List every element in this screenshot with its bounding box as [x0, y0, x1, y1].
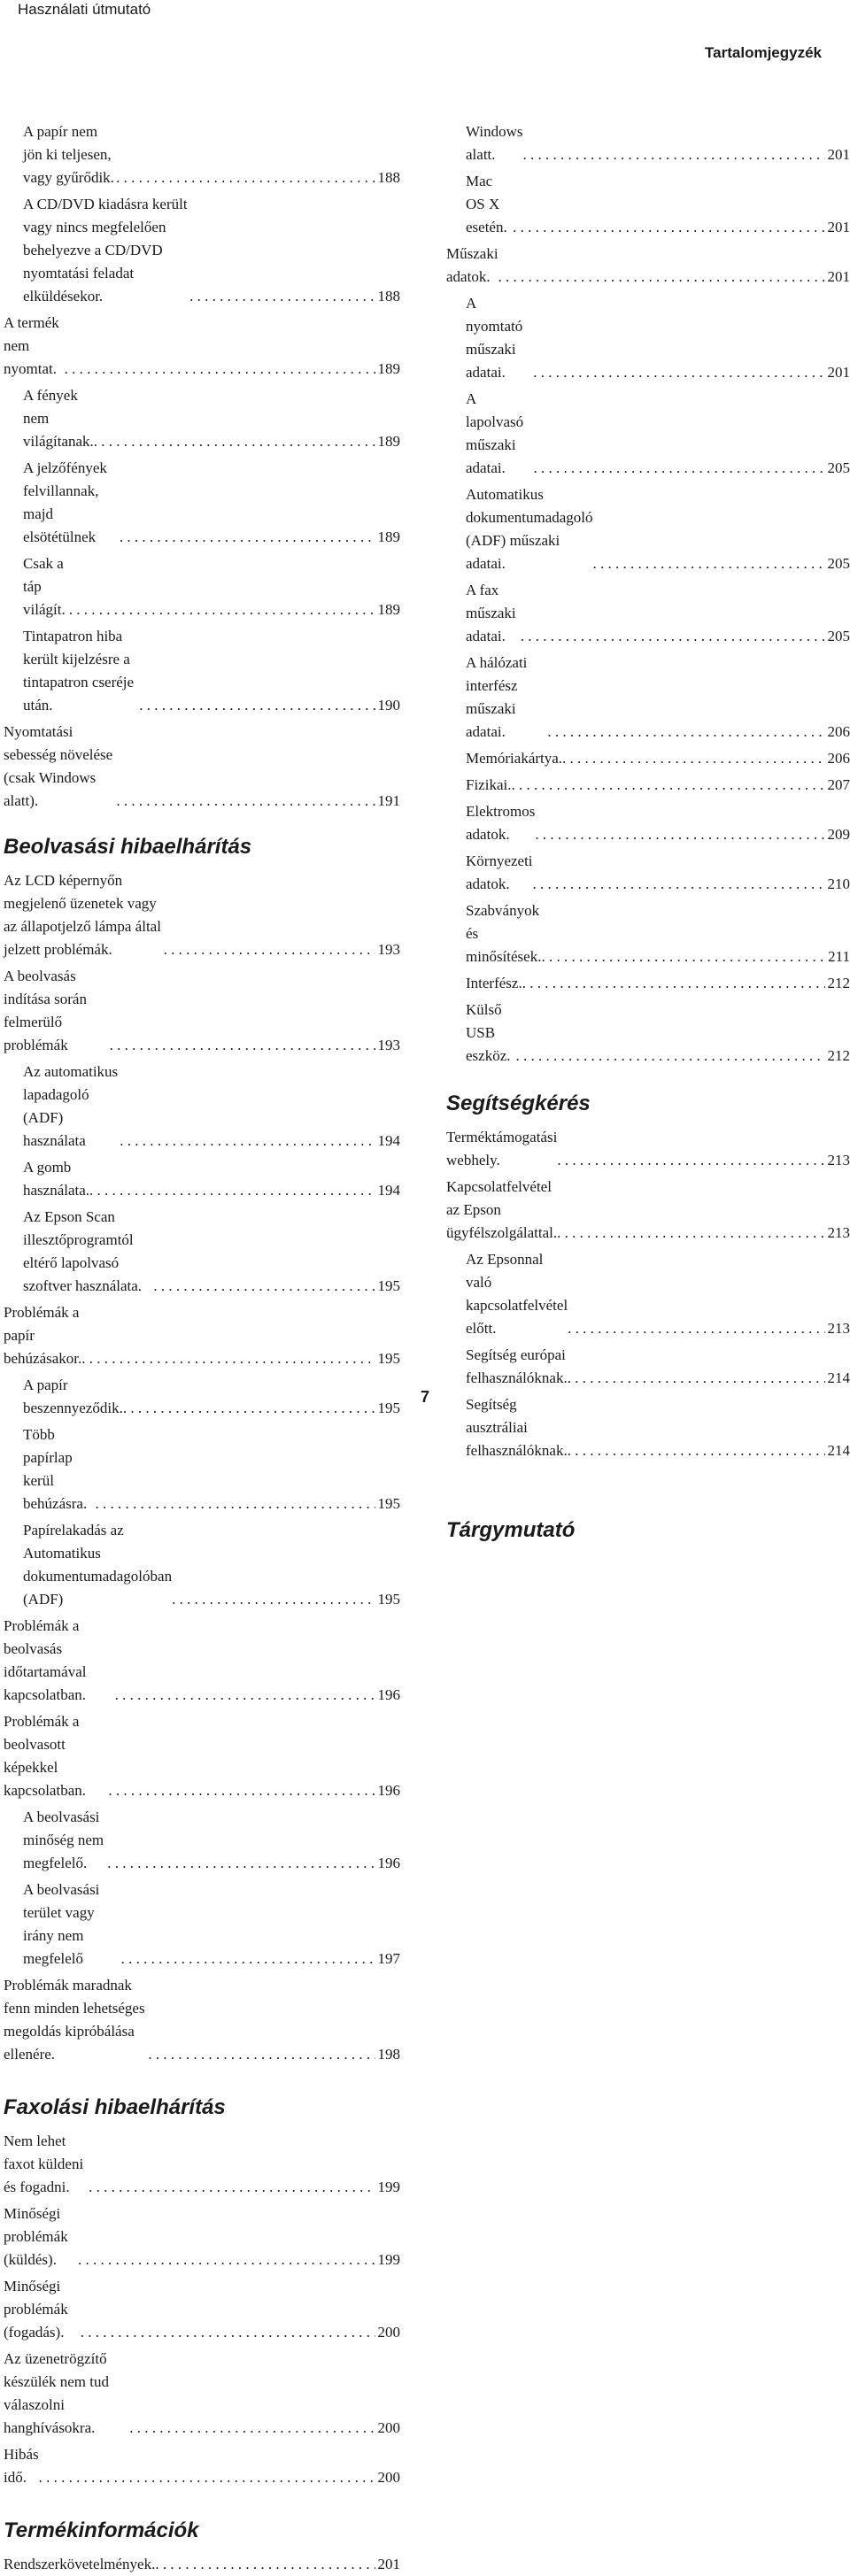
toc-entry-page: 191: [375, 790, 401, 813]
toc-group: [446, 1126, 850, 1462]
toc-entry[interactable]: [446, 1248, 850, 1340]
toc-entry-title: Problémák a papír behúzásakor.: [4, 1301, 81, 1370]
toc-entry-page: 196: [375, 1779, 401, 1802]
section-heading-product[interactable]: Termékinformációk: [4, 2518, 400, 2544]
toc-entry-page: 201: [825, 143, 850, 166]
dot-leader: [568, 1439, 825, 1462]
toc-entry-page: 189: [375, 526, 401, 549]
toc-entry-title: Interfész.: [466, 972, 522, 995]
section-title: Tartalomjegyzék: [705, 43, 822, 63]
toc-group: [4, 869, 400, 2066]
toc-entry-page: 212: [825, 1045, 850, 1068]
toc-entry-title: Kapcsolatfelvétel az Epson ügyfélszolgálattal.: [446, 1176, 557, 1245]
toc-entry-page: 201: [825, 266, 850, 289]
toc-entry-title: A beolvasási terület vagy irány nem megfelelő: [23, 1878, 121, 1971]
dot-leader: [164, 938, 375, 961]
toc-entry-title: Az Epson Scan illesztőprogramtól eltérő lapolvasó szoftver használata.: [23, 1206, 153, 1298]
page-number: 7: [0, 1388, 850, 1407]
toc-entry-title: Minőségi problémák (fogadás).: [4, 2275, 81, 2344]
toc-entry-page: 213: [825, 1317, 850, 1340]
toc-entry-title: Az LCD képernyőn megjelenő üzenetek vagy az állapotjelző lámpa által jelzett problémák.: [4, 869, 164, 961]
section-heading-fax[interactable]: Faxolási hibaelhárítás: [4, 2094, 400, 2121]
dot-leader: [121, 1947, 375, 1971]
toc-entry[interactable]: [446, 292, 850, 384]
toc-entry-page: 196: [375, 1852, 401, 1875]
toc-entry-page: 206: [825, 747, 850, 770]
toc-entry[interactable]: [446, 579, 850, 648]
toc-entry[interactable]: [4, 552, 400, 621]
toc-entry[interactable]: [446, 850, 850, 896]
toc-entry[interactable]: [446, 1126, 850, 1172]
toc-entry[interactable]: [446, 652, 850, 744]
toc-entry[interactable]: [4, 2202, 400, 2271]
toc-entry-title: A jelzőfények felvillannak, majd elsötétülnek: [23, 457, 120, 549]
toc-entry-title: Rendszerkövetelmények.: [4, 2553, 155, 2576]
toc-entry-title: Környezeti adatok.: [466, 850, 533, 896]
toc-entry-page: 196: [375, 1684, 401, 1707]
toc-entry[interactable]: [446, 170, 850, 239]
toc-entry-title: Csak a táp világít.: [23, 552, 69, 621]
toc-entry[interactable]: [4, 1615, 400, 1707]
section-heading-index[interactable]: Tárgymutató: [446, 1517, 850, 1544]
toc-entry-title: Tintapatron hiba került kijelzésre a tintapatron cseréje után.: [23, 625, 139, 717]
dot-leader: [535, 823, 824, 846]
toc-entry[interactable]: [4, 1710, 400, 1802]
toc-entry-page: 189: [375, 598, 401, 621]
dot-leader: [115, 1684, 375, 1707]
toc-entry-page: 195: [375, 1275, 401, 1298]
toc-entry-page: 211: [825, 945, 850, 968]
toc-entry[interactable]: [446, 999, 850, 1068]
toc-entry-page: 200: [375, 2321, 401, 2344]
toc-entry-title: A beolvasás indítása során felmerülő problémák: [4, 965, 110, 1057]
toc-entry[interactable]: [446, 972, 850, 995]
dot-leader: [562, 747, 824, 770]
dot-leader: [498, 266, 825, 289]
dot-leader: [89, 1179, 375, 1202]
dot-leader: [568, 1367, 825, 1390]
section-heading-help[interactable]: Segítségkérés: [446, 1091, 850, 1117]
toc-entry[interactable]: [4, 625, 400, 717]
toc-entry-title: Az üzenetrögzítő készülék nem tud válaszolni hanghívásokra.: [4, 2348, 129, 2440]
toc-entry[interactable]: [4, 965, 400, 1057]
toc-entry-page: 205: [825, 552, 850, 575]
toc-entry-title: Problémák maradnak fenn minden lehetséges megoldás kipróbálása ellenére.: [4, 1974, 148, 2066]
toc-entry-page: 193: [375, 1034, 401, 1057]
toc-entry-title: A nyomtató műszaki adatai.: [466, 292, 533, 384]
dot-leader: [155, 2553, 375, 2576]
dot-leader: [89, 2176, 375, 2199]
toc-entry-page: 201: [375, 2553, 401, 2576]
toc-entry[interactable]: [4, 1878, 400, 1971]
toc-entry-page: 188: [375, 166, 401, 189]
toc-entry-title: Műszaki adatok.: [446, 243, 498, 289]
dot-leader: [534, 457, 825, 480]
toc-entry[interactable]: [4, 1301, 400, 1370]
dot-leader: [522, 972, 825, 995]
toc-left-column: [4, 117, 400, 2576]
toc-entry-title: A termék nem nyomtat.: [4, 312, 65, 381]
toc-entry-title: A hálózati interfész műszaki adatai.: [466, 652, 547, 744]
dot-leader: [78, 2248, 375, 2271]
dot-leader: [533, 361, 824, 384]
toc-entry[interactable]: [4, 193, 400, 308]
dot-leader: [81, 1347, 375, 1370]
toc-entry-title: Fizikai.: [466, 774, 511, 797]
section-heading-scan[interactable]: Beolvasási hibaelhárítás: [4, 834, 400, 860]
toc-entry[interactable]: [4, 1206, 400, 1298]
toc-entry-page: 210: [825, 873, 850, 896]
toc-entry[interactable]: [446, 1176, 850, 1245]
dot-leader: [107, 1852, 375, 1875]
toc-entry[interactable]: [446, 747, 850, 770]
toc-entry-page: 199: [375, 2248, 401, 2271]
dot-leader: [557, 1222, 824, 1245]
toc-entry-title: Nem lehet faxot küldeni és fogadni.: [4, 2130, 89, 2199]
toc-entry-title: A beolvasási minőség nem megfelelő.: [23, 1806, 107, 1875]
toc-entry-title: A papír nem jön ki teljesen, vagy gyűrődik.: [23, 120, 116, 189]
toc-entry[interactable]: [4, 1519, 400, 1611]
toc-entry[interactable]: [446, 388, 850, 480]
dot-leader: [568, 1317, 824, 1340]
toc-entry-page: 194: [375, 1130, 401, 1153]
toc-entry-title: Problémák a beolvasott képekkel kapcsolatban.: [4, 1710, 108, 1802]
toc-entry[interactable]: [4, 2130, 400, 2199]
dot-leader: [110, 1034, 375, 1057]
toc-group: [4, 2130, 400, 2489]
toc-entry[interactable]: [4, 120, 400, 189]
dot-leader: [129, 2417, 375, 2440]
toc-group: [4, 120, 400, 813]
toc-entry[interactable]: [4, 1060, 400, 1153]
toc-entry-page: 201: [825, 361, 850, 384]
toc-entry-title: Segítség európai felhasználóknak.: [466, 1344, 568, 1390]
toc-entry-page: 200: [375, 2466, 401, 2489]
dot-leader: [521, 625, 825, 648]
toc-entry-title: Minőségi problémák (küldés).: [4, 2202, 78, 2271]
toc-entry[interactable]: [446, 899, 850, 968]
toc-entry[interactable]: [446, 800, 850, 846]
toc-entry-page: 214: [825, 1367, 850, 1390]
toc-entry-title: Az automatikus lapadagoló (ADF) használata: [23, 1060, 120, 1153]
toc-entry-page: 190: [375, 694, 401, 717]
toc-entry-page: 205: [825, 625, 850, 648]
toc-entry-page: 200: [375, 2417, 401, 2440]
toc-entry[interactable]: [4, 721, 400, 813]
toc-entry[interactable]: [4, 1974, 400, 2066]
toc-entry-page: 201: [825, 216, 850, 239]
dot-leader: [116, 166, 375, 189]
dot-leader: [39, 2466, 375, 2489]
toc-group: [446, 120, 850, 1068]
toc-entry-page: 189: [375, 430, 401, 453]
toc-entry-title: Az Epsonnal való kapcsolatfelvétel előtt.: [466, 1248, 568, 1340]
toc-entry-page: 213: [825, 1222, 850, 1245]
dot-leader: [547, 721, 824, 744]
toc-entry[interactable]: [4, 457, 400, 549]
dot-leader: [69, 598, 375, 621]
toc-entry-page: 206: [825, 721, 850, 744]
toc-entry-page: 188: [375, 285, 401, 308]
toc-entry[interactable]: [4, 384, 400, 453]
toc-entry-page: 213: [825, 1149, 850, 1172]
toc-entry[interactable]: [446, 1344, 850, 1390]
toc-entry[interactable]: [446, 243, 850, 289]
toc-entry-page: 209: [825, 823, 850, 846]
toc-entry[interactable]: [4, 312, 400, 381]
toc-entry-title: Memóriakártya.: [466, 747, 562, 770]
dot-leader: [511, 774, 824, 797]
toc-entry-page: 207: [825, 774, 850, 797]
toc-entry-title: A fények nem világítanak.: [23, 384, 94, 453]
dot-leader: [139, 694, 375, 717]
dot-leader: [120, 526, 375, 549]
toc-entry-title: A gomb használata.: [23, 1156, 89, 1202]
dot-leader: [541, 945, 825, 968]
toc-entry[interactable]: [4, 2443, 400, 2489]
toc-entry-page: 193: [375, 938, 401, 961]
dot-leader: [81, 2321, 375, 2344]
toc-entry[interactable]: [4, 2553, 400, 2576]
toc-entry[interactable]: [4, 869, 400, 961]
toc-entry-page: 212: [825, 972, 850, 995]
toc-group: [4, 2553, 400, 2576]
toc-entry-title: Windows alatt.: [466, 120, 522, 166]
dot-leader: [515, 1045, 824, 1068]
dot-leader: [95, 1492, 375, 1516]
toc-entry[interactable]: [4, 1423, 400, 1516]
toc-entry-title: Terméktámogatási webhely.: [446, 1126, 557, 1172]
toc-entry-page: 195: [375, 1347, 401, 1370]
toc-entry[interactable]: [446, 774, 850, 797]
toc-entry-page: 198: [375, 2043, 401, 2066]
dot-leader: [522, 143, 824, 166]
toc-entry[interactable]: [4, 1156, 400, 1202]
dot-leader: [557, 1149, 824, 1172]
toc-entry-title: Több papírlap kerül behúzásra.: [23, 1423, 95, 1516]
toc-entry[interactable]: [446, 120, 850, 166]
dot-leader: [153, 1275, 375, 1298]
dot-leader: [120, 1130, 375, 1153]
toc-entry[interactable]: [4, 2275, 400, 2344]
toc-entry-title: Papírelakadás az Automatikus dokumentumadagolóban (ADF): [23, 1519, 172, 1611]
toc-entry-title: Hibás idő.: [4, 2443, 39, 2489]
toc-entry-page: 195: [375, 1397, 401, 1420]
toc-entry-title: Elektromos adatok.: [466, 800, 535, 846]
toc-entry-title: A papír beszennyeződik.: [23, 1374, 123, 1420]
toc-entry-title: Nyomtatási sebesség növelése (csak Windows alatt).: [4, 721, 116, 813]
dot-leader: [108, 1779, 375, 1802]
toc-entry-page: 205: [825, 457, 850, 480]
toc-entry[interactable]: [4, 2348, 400, 2440]
toc-entry-page: 197: [375, 1947, 401, 1971]
dot-leader: [593, 552, 825, 575]
dot-leader: [116, 790, 375, 813]
toc-entry-title: Problémák a beolvasás időtartamával kapcsolatban.: [4, 1615, 115, 1707]
document-title: Használati útmutató: [18, 0, 151, 19]
dot-leader: [189, 285, 375, 308]
dot-leader: [148, 2043, 375, 2066]
toc-entry-title: Automatikus dokumentumadagoló (ADF) műszaki adatai.: [466, 483, 593, 575]
toc-entry-page: 194: [375, 1179, 401, 1202]
dot-leader: [172, 1588, 375, 1611]
toc-entry-title: A fax műszaki adatai.: [466, 579, 521, 648]
dot-leader: [94, 430, 375, 453]
toc-entry-title: Szabványok és minősítések.: [466, 899, 541, 968]
toc-entry[interactable]: [4, 1806, 400, 1875]
toc-entry-title: Segítség ausztráliai felhasználóknak.: [466, 1393, 568, 1462]
toc-entry-page: 214: [825, 1439, 850, 1462]
toc-entry-page: 199: [375, 2176, 401, 2199]
toc-entry-title: Külső USB eszköz.: [466, 999, 515, 1068]
toc-entry-page: 195: [375, 1588, 401, 1611]
toc-right-column: [446, 117, 850, 1553]
toc-entry-page: 195: [375, 1492, 401, 1516]
dot-leader: [65, 358, 375, 381]
dot-leader: [533, 873, 825, 896]
toc-entry[interactable]: [446, 483, 850, 575]
toc-entry-title: Mac OS X esetén.: [466, 170, 513, 239]
dot-leader: [513, 216, 824, 239]
toc-entry-page: 189: [375, 358, 401, 381]
toc-entry-title: A CD/DVD kiadásra került vagy nincs megfelelően behelyezve a CD/DVD nyomtatási feladat elküldésekor.: [23, 193, 189, 308]
toc-entry-title: A lapolvasó műszaki adatai.: [466, 388, 534, 480]
